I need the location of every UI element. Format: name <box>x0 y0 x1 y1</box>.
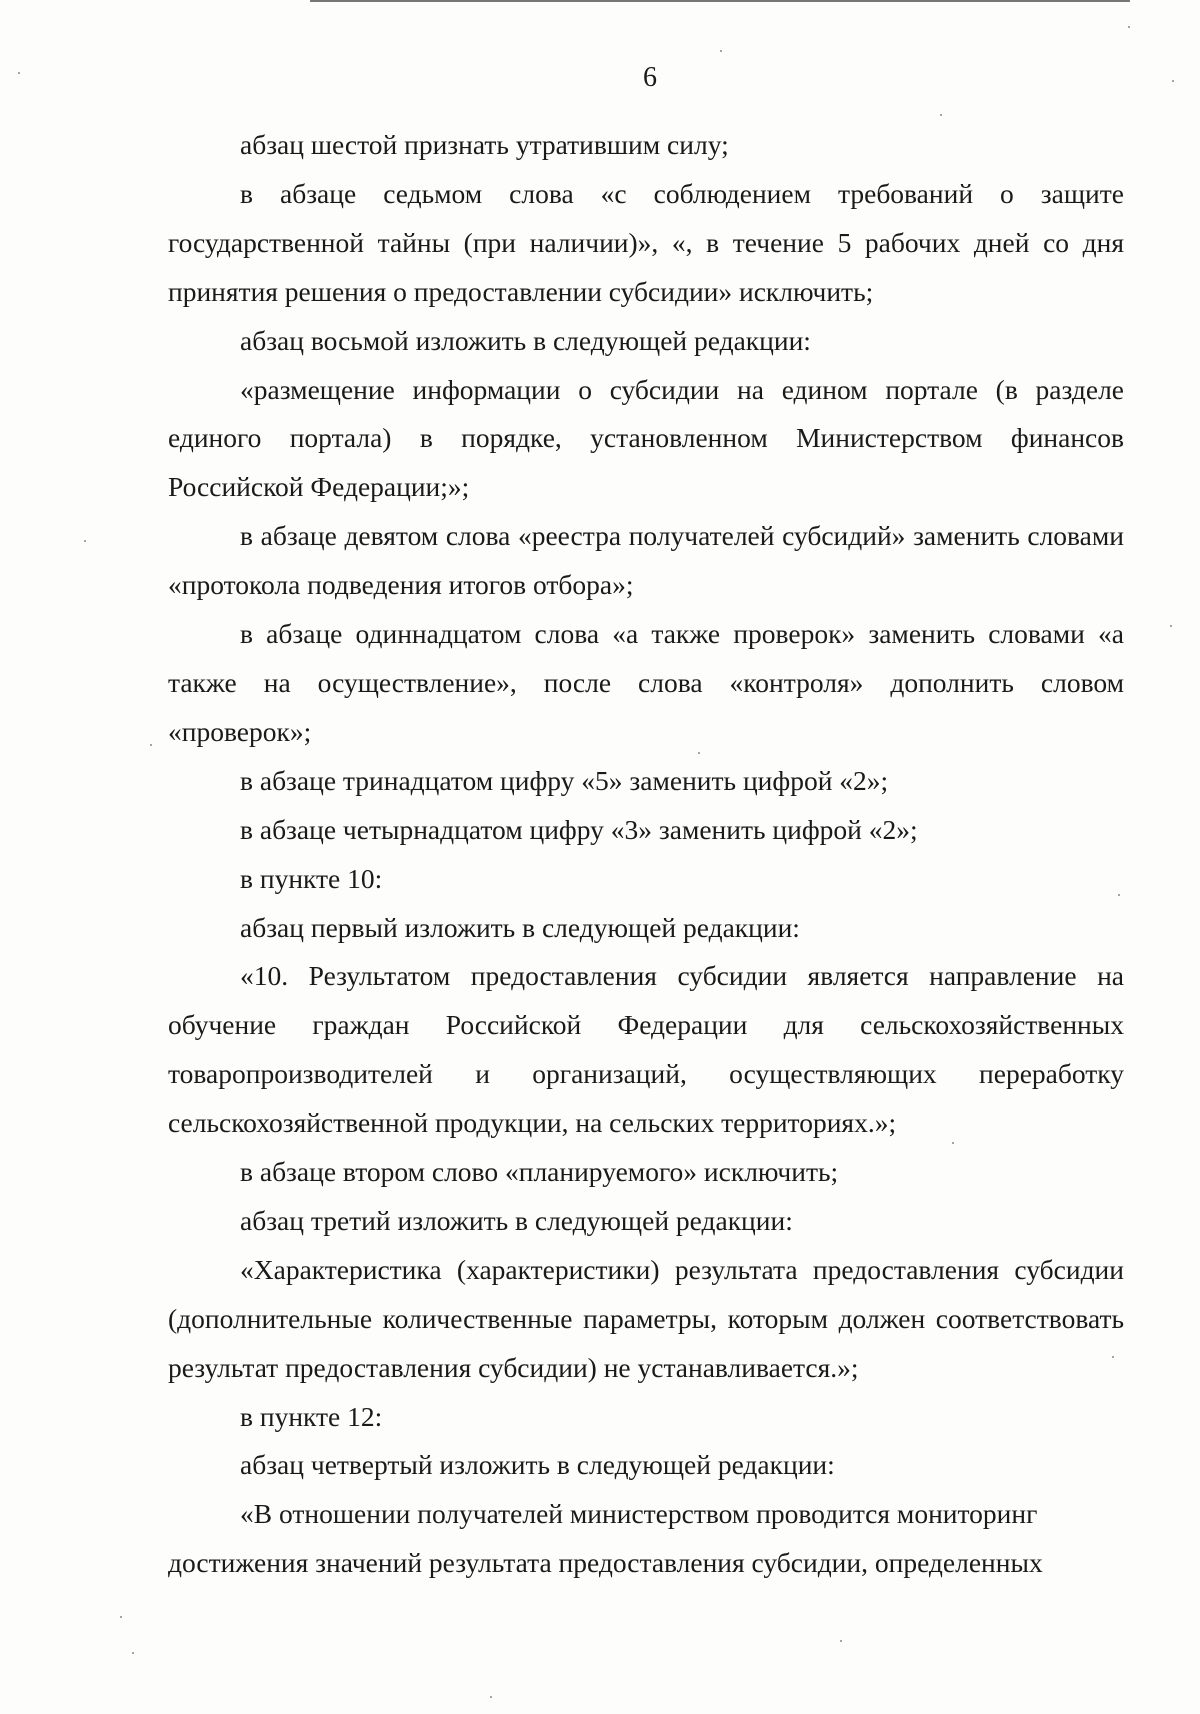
paragraph: в абзаце втором слово «планируемого» исключить; <box>240 1156 839 1188</box>
scan-speck <box>1170 625 1172 627</box>
scan-speck <box>840 1640 842 1642</box>
paragraph: в пункте 10: <box>240 862 383 894</box>
scan-speck <box>1128 26 1130 28</box>
page-number: 6 <box>643 62 657 93</box>
scan-speck <box>952 1142 954 1144</box>
paragraph: в абзаце тринадцатом цифру «5» заменить цифрой «2»; <box>240 764 889 796</box>
paragraph: в абзаце одиннадцатом слова «а также проверок» заменить словами «а также на осуществление», после слова «контроля» дополнить словом «проверок»; <box>168 618 1124 747</box>
document-body <box>168 121 1124 1588</box>
scan-speck <box>1112 1356 1114 1358</box>
scan-speck <box>490 1696 492 1698</box>
paragraph: абзац четвертый изложить в следующей редакции: <box>240 1449 835 1481</box>
paragraph: в абзаце девятом слова «реестра получателей субсидий» заменить словами «протокола подведения итогов отбора»; <box>168 520 1124 601</box>
scan-speck <box>940 114 942 116</box>
paragraph: «Характеристика (характеристики) результата предоставления субсидии (дополнительные количественные параметры, которым должен соответствовать результат предоставления субсидии) не устанавливается.»; <box>168 1253 1124 1383</box>
paragraph: абзац первый изложить в следующей редакции: <box>240 911 800 943</box>
paragraph: «В отношении получателей министерством проводится мониторинг достижения значений результата предоставления субсидии, определенных <box>168 1498 1043 1579</box>
scan-speck <box>150 744 152 746</box>
scan-speck <box>120 1616 122 1618</box>
paragraph: в пункте 12: <box>240 1400 383 1432</box>
paragraph: в абзаце четырнадцатом цифру «3» заменить цифрой «2»; <box>240 813 918 845</box>
paragraph: в абзаце седьмом слова «с соблюдением требований о защите государственной тайны (при наличии)», «, в течение 5 рабочих дней со дня принятия решения о предоставлении субсидии» исключить; <box>168 177 1124 307</box>
scan-speck <box>18 72 20 74</box>
scan-speck <box>720 50 722 52</box>
scan-top-edge <box>310 0 1130 2</box>
paragraph: абзац восьмой изложить в следующей редакции: <box>240 324 811 356</box>
scan-speck <box>1118 894 1120 896</box>
scan-speck <box>698 752 700 754</box>
paragraph: «10. Результатом предоставления субсидии является направление на обучение граждан Российской Федерации для сельскохозяйственных товаропроизводителей и организаций, осуществляющих переработку сельскохозяйственной продукции, на сельских территориях.»; <box>168 960 1124 1139</box>
paragraph: «размещение информации о субсидии на едином портале (в разделе единого портала) в порядке, установленном Министерством финансов Российской Федерации;»; <box>168 373 1124 503</box>
scan-speck <box>1172 80 1174 82</box>
paragraph: абзац третий изложить в следующей редакции: <box>240 1204 793 1236</box>
scan-speck <box>132 1652 134 1654</box>
paragraph: абзац шестой признать утратившим силу; <box>240 129 729 160</box>
scan-speck <box>84 540 86 542</box>
